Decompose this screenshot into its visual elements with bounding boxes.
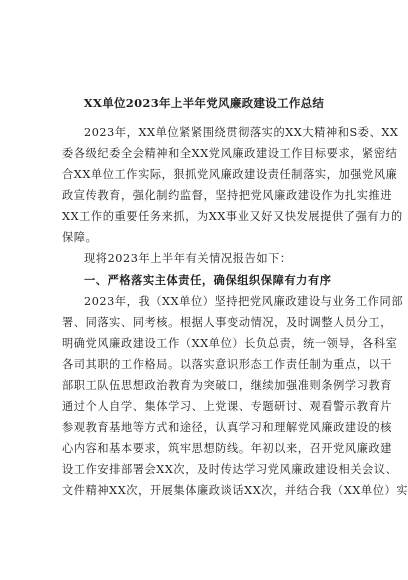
paragraph-1-line-1: 2023年，XX单位紧紧围绕贯彻落实的XX大精神和S委、XX	[84, 126, 399, 139]
paragraph-1-line-4: 政宣传教育，强化制约监督，坚持把党风廉政建设作为扎实推进	[62, 189, 393, 202]
paragraph-1-line-3: 合XX单位工作实际，狠抓党风廉政建设责任制落实，加强党风廉	[62, 168, 398, 181]
paragraph-2: 现将2023年上半年有关情况报告如下：	[84, 252, 292, 265]
paragraph-3-line-8: 心内容和基本要求，筑牢思想防线。年初以来，召开党风廉政建	[62, 442, 393, 455]
paragraph-1-line-5: XX工作的重要任务来抓，为XX事业又好又快发展提供了强有力的	[62, 210, 403, 223]
paragraph-3-line-1: 2023年，我（XX单位）坚持把党风廉政建设与业务工作同部	[84, 295, 404, 308]
paragraph-3-line-7: 参观教育基地等方式和途径，认真学习和理解党风廉政建设的核	[62, 421, 393, 434]
paragraph-3-line-5: 部职工队伍思想政治教育为突破口，继续加强准则条例学习教育	[62, 379, 393, 392]
paragraph-3-line-6: 通过个人自学、集体学习、上党课、专题研讨、观看警示教育片	[62, 400, 393, 413]
paragraph-3-line-3: 明确党风廉政建设工作（XX单位）长负总责，统一领导，各科室	[62, 337, 398, 350]
document-title: XX单位2023年上半年党风廉政建设工作总结	[83, 96, 325, 110]
paragraph-1-line-6: 保障。	[62, 231, 98, 244]
paragraph-3-line-9: 设工作安排部署会XX次，及时传达学习党风廉政建设相关会议、	[62, 463, 398, 476]
paragraph-1-line-2: 委各级纪委全会精神和全XX党风廉政建设工作目标要求，紧密结	[62, 147, 398, 160]
paragraph-3-line-4: 各司其职的工作格局。以落实意识形态工作责任制为重点，以干	[62, 358, 393, 371]
paragraph-3-line-10: 文件精神XX次，开展集体廉政谈话XX次，并结合我（XX单位）实	[62, 484, 408, 497]
section-1-heading: 一、严格落实主体责任，确保组织保障有力有序	[84, 273, 332, 287]
paragraph-3-line-2: 署、同落实、同考核。根据人事变动情况，及时调整人员分工，	[62, 316, 393, 329]
